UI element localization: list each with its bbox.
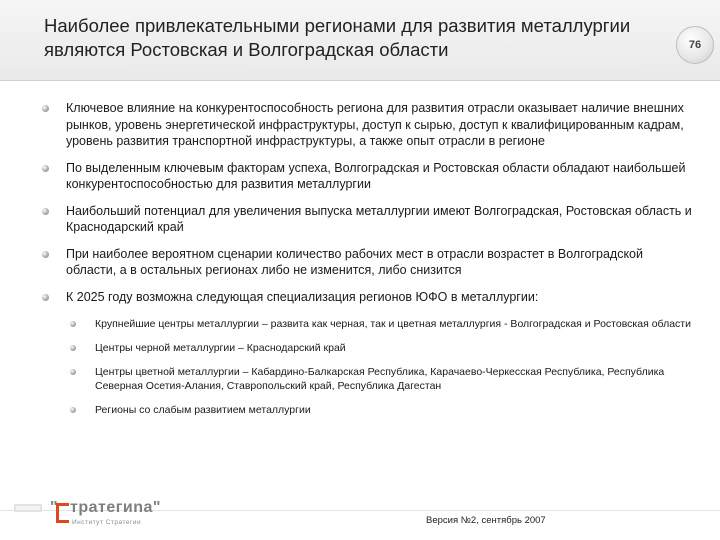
sub-bullet-text: Центры цветной металлургии – Кабардино-Балкарская Республика, Карачаево-Черкесская Республика, Республика Северная Осетия-Алания, Ставропольский край, Республика Дагестан xyxy=(95,366,665,392)
logo-prefix: " xyxy=(50,499,59,516)
sub-bullet-dot-icon xyxy=(70,345,76,351)
bullet-list xyxy=(42,100,692,427)
bullet-text: К 2025 году возможна следующая специализация регионов ЮФО в металлургии: xyxy=(66,289,539,304)
sub-bullet-dot-icon xyxy=(70,321,76,327)
sub-bullet-item xyxy=(70,403,692,417)
page-number-badge: 76 xyxy=(676,26,714,64)
sub-bullet-item xyxy=(70,365,692,393)
sub-bullet-text: Центры черной металлургии – Краснодарский край xyxy=(95,342,346,354)
sub-bullet-item xyxy=(70,341,692,355)
bullet-item xyxy=(42,160,692,193)
bullet-item xyxy=(42,100,692,150)
bullet-dot-icon xyxy=(42,105,49,112)
logo-tagline: Институт Стратегии xyxy=(72,519,142,526)
bullet-dot-icon xyxy=(42,165,49,172)
sub-bullet-item xyxy=(70,317,692,331)
logo-text: тратегиnа" xyxy=(70,499,161,516)
bullet-text: При наиболее вероятном сценарии количество рабочих мест в отрасли возрастет в Волгоградской области, а в остальных регионах либо не изменится, либо снизится xyxy=(66,246,643,277)
sub-bullet-dot-icon xyxy=(70,369,76,375)
bullet-text: Ключевое влияние на конкурентоспособность региона для развития отрасли оказывает наличие внешних рынков, уровень энергетической инфраструктуры, доступ к сырью, доступ к квалифицированным кадрам, уровень развития транспортной инфраструктуры, а также опыт отрасли в регионе xyxy=(66,101,684,148)
bullet-dot-icon xyxy=(42,294,49,301)
sub-bullet-text: Крупнейшие центры металлургии – развита как черная, так и цветная металлургия - Волгоградская и Ростовская области xyxy=(95,318,691,330)
bullet-item xyxy=(42,246,692,279)
bullet-item xyxy=(42,203,692,236)
slide-title: Наиболее привлекательными регионами для развития металлургии являются Ростовская и Волгоградская области xyxy=(44,15,631,60)
logo-c-mark-icon xyxy=(56,503,69,523)
sub-bullet-list xyxy=(66,317,692,417)
bullet-item xyxy=(42,289,692,418)
strategy-logo xyxy=(14,497,224,531)
version-label: Версия №2, сентябрь 2007 xyxy=(426,515,546,526)
bullet-text: Наибольший потенциал для увеличения выпуска металлургии имеют Волгоградская, Ростовская область и Краснодарский край xyxy=(66,203,692,234)
logo-emblem-icon xyxy=(14,501,50,515)
sub-bullet-text: Регионы со слабым развитием металлургии xyxy=(95,404,311,416)
bullet-text: По выделенным ключевым факторам успеха, Волгоградская и Ростовская области обладают наибольшей конкурентоспособностью для развития металлургии xyxy=(66,160,686,191)
bullet-dot-icon xyxy=(42,251,49,258)
sub-bullet-dot-icon xyxy=(70,407,76,413)
slide-header xyxy=(0,0,720,81)
bullet-dot-icon xyxy=(42,208,49,215)
